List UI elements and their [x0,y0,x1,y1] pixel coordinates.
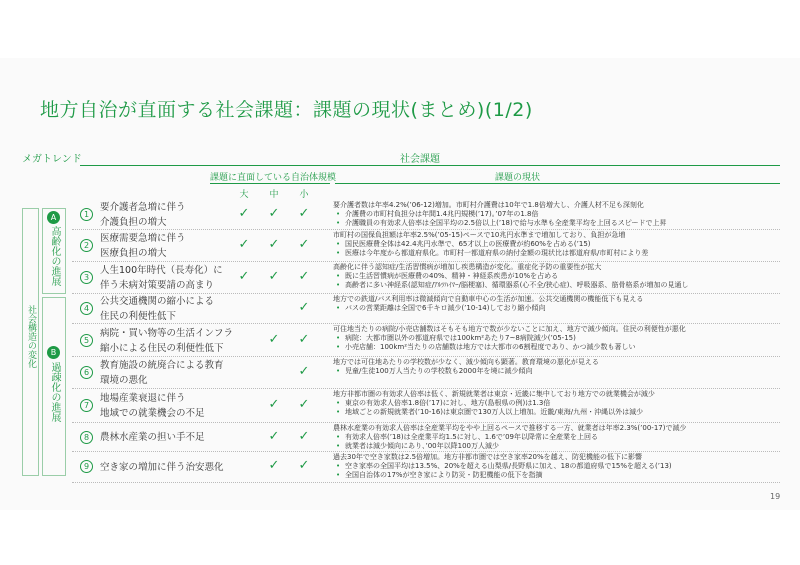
scale-header-divider [210,183,330,184]
issue-text: 介護負担の増大 [100,217,167,228]
issue-text: 伴う未病対策要請の高まり [100,280,215,291]
status-summary: 可住地当たりの病院/小売店舗数はそもそも地方で数が少ないことに加え、地方で減少傾向。住民の利便性が悪化 [333,325,686,333]
row-number-badge: 4 [80,302,93,315]
status-summary: 農林水産業の有効求人倍率は全産業平均をやや上回るペースで推移する一方、就業者は年率2.3%(’00-17)で減少 [333,424,687,432]
issue-text: 教育施設の統廃合による教育 [100,360,224,371]
status-bullet: • 小売店舗：100km²当たりの店舗数は地方では大都市の6割程度であり、かつ減少数も著しい [345,343,636,352]
status-summary: 市町村の国保負担額は年率2.5%(’05-15)ペースで10兆円水準まで増加しており、負担が急増 [333,231,626,239]
check-icon: ✓ [298,206,310,221]
row-divider [72,323,780,324]
check-icon: ✓ [298,364,310,379]
check-icon: ✓ [268,206,280,221]
status-header: 課題の現状 [495,173,541,183]
size-medium: 中 [269,190,279,200]
status-header-divider [335,183,780,184]
row-number-badge: 1 [80,208,93,221]
check-icon: ✓ [268,428,280,444]
issue-text: 地場産業衰退に伴う [100,393,186,404]
check-icon: ✓ [298,237,310,252]
issue-text: 縮小による住民の利便性低下 [100,342,224,354]
status-summary: 地方での鉄道/バス利用率は微減傾向で自動車中心の生活が加速。公共交通機関の機能低下も見える [333,295,644,303]
category-a-badge: A [47,211,60,224]
issue-text: 病院・買い物等の生活インフラ [100,327,234,339]
issue-text: 空き家の増加に伴う治安悪化 [100,461,224,473]
social-issues-header: 社会課題 [400,154,440,165]
check-icon: ✓ [268,458,280,473]
check-icon: ✓ [238,206,250,221]
issue-text: 要介護者急増に伴う [100,202,186,213]
category-a-label: 高齢化の進展 [49,226,60,286]
status-bullet: • 介護職員の有効求人倍率は全国平均の2.5倍以上(’18)で給与水準も全産業平均を上回るスピードで上昇 [345,219,666,228]
check-icon: ✓ [298,428,310,444]
issue-text: 住民の利便性低下 [100,311,177,322]
row-divider [72,261,780,262]
row-divider [72,356,780,357]
row-number-badge: 5 [80,334,93,347]
check-icon: ✓ [268,237,280,252]
status-bullet: • 有効求人倍率(’18)は全産業平均1.5に対し、1.6で’09年以降常に全産業を上回る [345,433,598,442]
status-bullet: • 病院：大都市圏以外の都道府県では100km²あたり7~8病院減少(’05-15) [345,334,576,343]
row-number-badge: 8 [80,431,93,444]
row-number-badge: 3 [80,271,93,284]
row-number-badge: 7 [80,399,93,412]
row-number-badge: 9 [80,460,93,473]
status-bullet: • 空き家率の全国平均は13.5%、20%を超える山梨県/長野県に加え、18の都道府県で15%を超える(’13) [345,462,672,471]
table-bottom-line [72,482,780,483]
issue-text: 公共交通機関の縮小による [100,296,215,307]
issue-text: 地域での就業機会の不足 [100,408,205,419]
category-b-label: 過疎化の進展 [49,362,60,422]
status-bullet: • 就業者は減少傾向にあり、’00年以降100万人減少 [345,442,499,451]
issue-text: 環境の悪化 [100,375,148,386]
scale-header: 課題に直面している自治体規模 [210,173,337,183]
category-b-badge: B [47,346,60,359]
check-icon: ✓ [298,331,310,347]
size-small: 小 [299,190,309,200]
megatrend-header: メガトレンド [22,154,82,165]
status-bullet: • 国民医療費全体は42.4兆円水準で、65才以上の医療費が約60%を占める(’15) [345,240,591,249]
status-summary: 要介護者数は年率4.2%(’06-12)増加。市町村介護費は10年で1.8倍増大し、介護人材不足も深刻化 [333,201,644,209]
check-icon: ✓ [298,458,310,473]
page-number: 19 [770,492,781,501]
issue-text: 医療負担の増大 [100,248,167,259]
status-bullet: • 地域ごとの新規就業者(’10-16)は東京圏で130万人以上増加。近畿/東海/九州・沖縄以外は減少 [345,408,643,417]
row-divider [72,388,780,389]
check-icon: ✓ [298,269,310,284]
status-bullet: • バスの営業距離は全国で6千キロ減少(’10-14)しており縮小傾向 [345,304,545,313]
issue-text: 医療需要急増に伴う [100,233,186,244]
check-icon: ✓ [238,269,250,284]
check-icon: ✓ [298,397,310,412]
row-number-badge: 2 [80,239,93,252]
row-divider [72,451,780,452]
status-bullet: • 医療は今年度から都道府県化。市町村一都道府県の納付金額の現状比は都道府県/市町村により差 [345,249,648,258]
header-divider [80,165,780,166]
status-bullet: • 高齢者に多い神経系(認知症/ｱﾙﾂﾊｲﾏｰ/脳梗塞)、循環器系(心不全/狭心症)、呼吸器系、筋骨格系が増加の見通し [345,281,689,290]
status-summary: 高齢化に伴う認知症/生活習慣病が増加し疾患構造が変化。重症化予防の重要性が拡大 [333,263,602,271]
size-large: 大 [239,190,249,200]
status-summary: 地方では可住地あたりの学校数が少なく、減少傾向も顕著。教育環境の悪化が見える [333,358,599,366]
row-divider [72,229,780,230]
status-bullet: • 東京の有効求人倍率1.8倍(’17)に対し、地方(島根県の例)は1.3倍 [345,399,550,408]
status-bullet: • 児童/生徒100万人当たりの学校数も2000年を境に減少傾向 [345,367,533,376]
check-icon: ✓ [268,269,280,284]
status-bullet: • 既に生活習慣病が医療費の40%、精神・神経系疾患が10%を占める [345,272,558,281]
status-summary: 過去30年で空き家数は2.5倍増加。地方非都市圏では空き家率20%を越え、防犯機能の低下に影響 [333,453,643,461]
check-icon: ✓ [268,397,280,412]
row-number-badge: 6 [80,366,93,379]
check-icon: ✓ [298,300,310,315]
issue-text: 人生100年時代（長寿化）に [100,265,223,276]
status-bullet: • 介護費の市町村負担分は年間1.4兆円規模(’17)。’07年の1.8倍 [345,210,539,219]
status-summary: 地方非都市圏の有効求人倍率は低く、新規就業者は東京・近畿に集中しており地方での就業機会が減少 [333,390,655,398]
check-icon: ✓ [268,331,280,347]
check-icon: ✓ [238,237,250,252]
megatrend-label: 社会構造の変化 [26,305,36,368]
row-divider [72,422,780,423]
status-bullet: • 全国自治体の17%が空き家により防災・防犯機能の低下を指摘 [345,471,543,480]
page-title: 地方自治が直面する社会課題：課題の現状(まとめ)(1/2) [40,99,533,121]
issue-text: 農林水産業の担い手不足 [100,432,205,443]
